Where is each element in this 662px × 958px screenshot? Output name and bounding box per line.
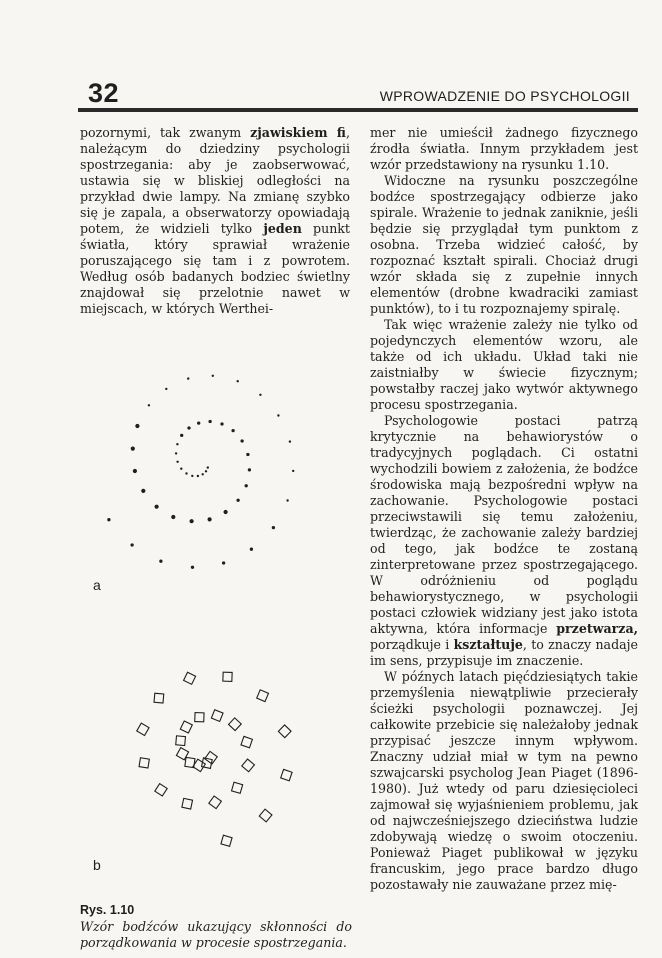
spiral-dot: [197, 421, 200, 424]
spiral-square: [154, 693, 164, 703]
spiral-dot: [248, 468, 251, 471]
spiral-dot: [191, 566, 194, 569]
spiral-dot: [250, 548, 253, 551]
term-processes: przetwarza,: [556, 621, 638, 636]
term-phi-phenomenon: zjawiskiem fi: [250, 125, 346, 140]
spiral-square: [139, 758, 149, 768]
spiral-dot: [191, 475, 193, 477]
spiral-square: [257, 690, 269, 702]
spiral-dot: [246, 453, 249, 456]
spiral-dot: [259, 394, 261, 396]
spiral-dot: [220, 422, 223, 425]
right-paragraph-2: Widoczne na rysunku poszczególne bodźce spostrzegający odbierze jako spirale. Wrażenie to jednak zaniknie, jeśli będzie się przyglądał tym punktom z osobna. Trzeba widzieć całość, by rozpoznać kształt spirali. Chociaż drugi wzór składa się z zupełnie innych elementów (drobne kwadraciki zamiast punktów), to i tu rozpoznajemy spiralę.: [370, 173, 638, 316]
right-paragraph-5: W późnych latach pięćdziesiątych takie przemyślenia niewątpliwie przecierały ścieżki psychologii poznawczej. Jej całkowite przebicie się należałoby jednak przypisać jeszcze innym wpływom. Znaczny udział miał w tym na pewno szwajcarski psycholog Jean Piaget (1896-1980). Już wtedy od paru dziesięcioleci zajmował się wyjaśnieniem problemu, jak od najwcześniejszego dzieciństwa ludzie zdobywają wiedzę o swoim otoczeniu. Ponieważ Piaget publikował w języku francuskim, jego prace bardzo długo pozostawały nie zauważane przez mię-: [370, 669, 638, 892]
spiral-dot: [187, 426, 190, 429]
spiral-dot: [141, 489, 145, 493]
spiral-square: [184, 672, 196, 684]
spiral-dot: [289, 440, 291, 442]
spiral-dot: [207, 466, 209, 468]
spiral-dot: [185, 472, 187, 474]
right-paragraph-1: mer nie umieścił żadnego fizycznego źrodła światła. Innym przykładem jest wzór przedstawiony na rysunku 1.10.: [370, 125, 638, 172]
spiral-dot: [208, 420, 211, 423]
spiral-dot: [240, 439, 243, 442]
spiral-dot: [237, 380, 239, 382]
spiral-dot: [231, 429, 234, 432]
spiral-dot: [277, 414, 279, 416]
spiral-square: [137, 723, 149, 735]
spiral-square: [281, 769, 292, 780]
spiral-dot: [159, 560, 162, 563]
spiral-dot: [245, 484, 248, 487]
spiral-figure: [80, 272, 350, 902]
spiral-square: [209, 796, 222, 809]
spiral-dot: [205, 470, 207, 472]
spiral-square: [221, 835, 232, 846]
right-paragraph-4: [370, 413, 638, 669]
spiral-square: [278, 725, 291, 738]
text-run: , należącym do dziedziny psychologii spostrzegania: aby je zaobserwować, ustawia się w bliskiej odległości na przykład dwie lampy. Na zmianę szybko się je zapala, a obserwatorzy opowiadają potem, że widzieli tylko: [80, 125, 350, 236]
spiral-dot: [171, 515, 175, 519]
spiral-dot: [133, 469, 137, 473]
text-run: punkt światła, który sprawiał wrażenie poruszającego się tam i z powrotem. Według osób badanych bodziec świetlny znajdował się przelotnie nawet w miejscach, w których Werthei-: [80, 221, 350, 316]
spiral-dot: [180, 468, 182, 470]
spiral-square: [241, 736, 252, 747]
spiral-square: [232, 782, 243, 793]
spiral-dot: [292, 470, 294, 472]
spiral-dot: [175, 452, 177, 454]
text-run: pozornymi, tak zwanym: [80, 125, 251, 140]
page-number: 32: [88, 78, 120, 108]
spiral-dot: [107, 518, 110, 521]
spiral-dot: [222, 561, 225, 564]
spiral-dot: [202, 473, 204, 475]
term-one: jeden: [263, 221, 302, 236]
spiral-square: [211, 710, 223, 722]
term-shapes: kształtuje: [453, 637, 523, 652]
spiral-square: [155, 784, 167, 796]
spiral-square: [185, 757, 195, 767]
spiral-square: [259, 809, 272, 822]
figure-label-b: b: [93, 857, 101, 873]
spiral-dot: [148, 404, 150, 406]
spiral-dot: [208, 517, 212, 521]
spiral-square: [242, 759, 255, 772]
dot-spiral-a: [107, 375, 294, 569]
spiral-dot: [212, 375, 214, 377]
spiral-dot: [190, 519, 194, 523]
figure-caption-text: Wzór bodźców ukazujący skłonności do porządkowania w procesie spostrzegania.: [80, 919, 352, 950]
spiral-dot: [155, 505, 159, 509]
spiral-dot: [236, 499, 239, 502]
spiral-dot: [176, 461, 178, 463]
right-paragraph-3: Tak więc wrażenie zależy nie tylko od pojedynczych elementów wzoru, ale także od ich układu. Układ taki nie zaistniałby w świecie fizycznym; powstałby raczej jako wytwór aktywnego procesu spostrzegania.: [370, 317, 638, 412]
figure-caption-title: Rys. 1.10: [80, 903, 135, 917]
spiral-dot: [180, 434, 183, 437]
spiral-dot: [187, 377, 189, 379]
spiral-square: [182, 798, 193, 809]
spiral-dot: [130, 543, 133, 546]
spiral-square: [195, 713, 204, 722]
spiral-dot: [165, 388, 167, 390]
spiral-square: [176, 736, 186, 746]
running-title: WPROWADZENIE DO PSYCHOLOGII: [379, 88, 630, 104]
text-run: Psychologowie postaci patrzą krytycznie na behawiorystów o tradycyjnych poglądach. Ci ostatni wychodzili bowiem z założenia, że bodźce środowiska mają bezpośredni wpływ na zachowanie. Psychologowie postaci przeciwstawili się temu założeniu, twierdząc, że zachowanie zależy bardziej od tego, jak bodźce te zostaną zinterpretowane przez spostrzegającego. W odróżnieniu od poglądu behawiorystycznego, w psychologii postaci człowiek widziany jest jako istota aktywna, która informacje: [370, 413, 638, 636]
figure-label-a: a: [93, 577, 101, 593]
spiral-dot: [176, 443, 178, 445]
right-column: [370, 125, 638, 893]
figure-1-10: [80, 272, 350, 912]
spiral-dot: [131, 447, 135, 451]
spiral-square: [229, 718, 242, 731]
spiral-square: [205, 751, 218, 764]
spiral-dot: [286, 499, 288, 501]
spiral-dot: [197, 475, 199, 477]
spiral-dot: [135, 424, 139, 428]
spiral-dot: [224, 510, 228, 514]
header-rule: [78, 108, 638, 112]
text-run: , to znaczy nadaje im sens, przypisuje im znaczenie.: [370, 637, 638, 668]
spiral-square: [180, 721, 192, 733]
square-spiral-b: [137, 672, 292, 846]
spiral-square: [223, 672, 232, 681]
spiral-dot: [272, 526, 275, 529]
text-run: porządkuje i: [370, 637, 454, 652]
